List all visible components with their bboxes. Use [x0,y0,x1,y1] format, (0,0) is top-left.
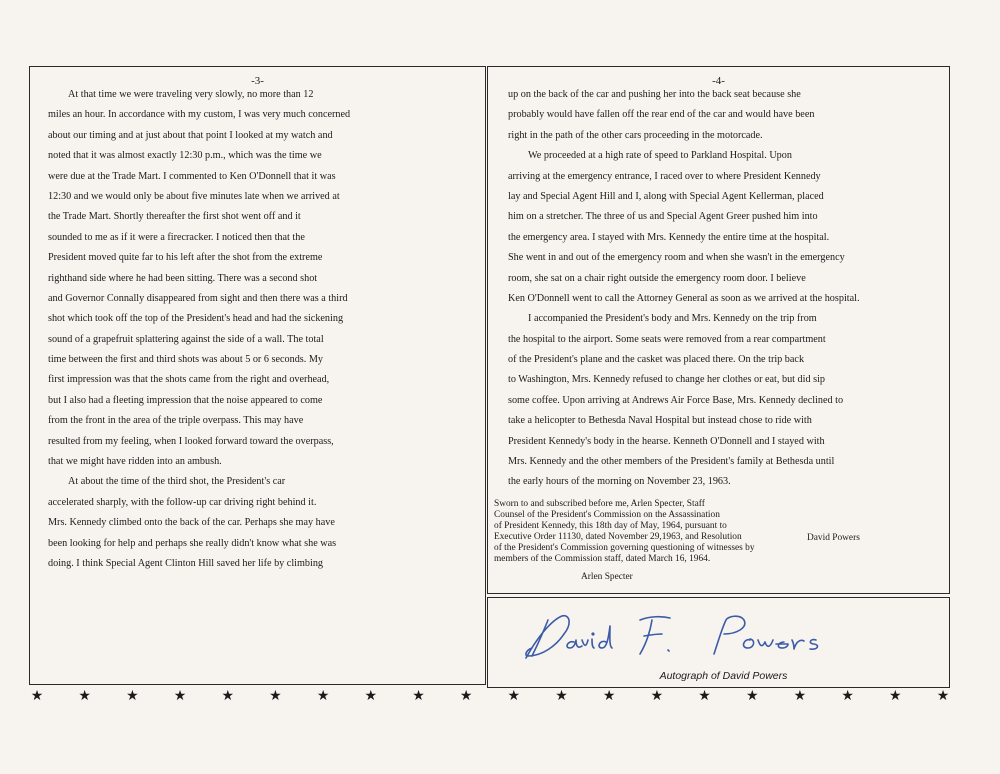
text-line: resulted from my feeling, when I looked forward toward the overpass, [48,435,334,447]
star-icon: ★ [936,689,950,704]
text-line: At that time we were traveling very slowly, no more than 12 [68,89,314,100]
text-line: probably would have fallen off the rear end of the car and would have been [508,109,815,121]
star-icon: ★ [602,689,616,704]
text-line: sound of a grapefruit splattering against the side of a wall. The total [48,333,324,345]
star-icon: ★ [555,689,568,704]
star-icon: ★ [745,689,759,704]
text-line: Ken O'Donnell went to call the Attorney General as soon as we arrived at the hospital. [508,292,860,304]
page-4-text [508,85,860,493]
text-line: She went in and out of the emergency room and when she wasn't in the emergency [508,252,845,264]
text-line: Mrs. Kennedy climbed onto the back of the car. Perhaps she may have [48,517,335,529]
text-line: up on the back of the car and pushing her into the back seat because she [508,89,801,100]
page-number: -3- [251,75,264,87]
text-line: the early hours of the morning on November 23, 1963. [508,476,731,488]
star-icon: ★ [459,689,473,704]
star-icon: ★ [889,689,902,704]
text-line: sounded to me as if it were a firecracker. I noticed then that the [48,231,305,243]
oath-line: Counsel of the President's Commission on the Assassination [494,510,720,520]
oath-line: of the President's Commission governing questioning of witnesses by [494,543,755,553]
text-line: take a helicopter to Bethesda Naval Hospital but instead chose to ride with [508,415,812,427]
text-line: room, she sat on a chair right outside the emergency room door. I believe [508,272,806,284]
star-icon: ★ [841,689,854,704]
text-line: about our timing and at just about that point I looked at my watch and [48,129,333,141]
text-line: the emergency area. I stayed with Mrs. Kennedy the entire time at the hospital. [508,231,830,243]
star-icon: ★ [412,689,425,704]
text-line: of the President's plane and the casket was placed there. On the trip back [508,354,805,366]
text-line: Mrs. Kennedy and the other members of the President's family at Bethesda until [508,456,835,468]
text-line: that we might have ridden into an ambush. [48,456,222,468]
oath-line: members of the Commission staff, dated March 16, 1964. [494,554,711,564]
text-line: been looking for help and perhaps she really didn't know what she was [48,537,337,549]
text-line: President Kennedy's body in the hearse. Kenneth O'Donnell and I stayed with [508,435,825,447]
text-line: We proceeded at a high rate of speed to Parkland Hospital. Upon [528,150,792,162]
text-line: shot which took off the top of the President's head and had the sickening [48,313,344,325]
text-line: from the front in the area of the triple overpass. This may have [48,415,304,427]
autograph-panel [487,597,950,688]
star-icon: ★ [30,689,44,704]
star-icon: ★ [126,689,139,704]
star-icon: ★ [650,689,664,704]
star-icon: ★ [698,689,711,704]
text-line: 12:30 and we would only be about five minutes late when we arrived at [48,190,340,202]
autograph-caption: Autograph of David Powers [659,670,788,682]
officer-name: Arlen Specter [581,572,633,582]
text-line: accelerated sharply, with the follow-up car driving right behind it. [48,496,317,508]
text-line: to Washington, Mrs. Kennedy refused to change her clothes or eat, but did sip [508,374,825,386]
text-line: time between the first and third shots was about 5 or 6 seconds. My [48,354,324,366]
oath-line: of President Kennedy, this 18th day of May, 1964, pursuant to [494,521,727,531]
page-number: -4- [712,75,725,87]
oath-statement [494,499,755,565]
text-line: arriving at the emergency entrance, I raced over to where President Kennedy [508,170,821,182]
handwritten-signature [518,606,838,666]
text-line: were due at the Trade Mart. I commented to Ken O'Donnell that it was [48,170,336,182]
text-line: President moved quite far to his left after the shot from the extreme [48,252,323,264]
text-line: doing. I think Special Agent Clinton Hill saved her life by climbing [48,557,324,569]
text-line: miles an hour. In accordance with my custom, I was very much concerned [48,109,351,121]
text-line: first impression was that the shots came from the right and overhead, [48,374,330,386]
witness-name: David Powers [807,533,860,543]
star-border [30,690,950,708]
oath-line: Sworn to and subscribed before me, Arlen Specter, Staff [494,499,705,509]
star-icon: ★ [173,689,187,704]
text-line: and Governor Connally disappeared from sight and then there was a third [48,292,348,304]
oath-line: Executive Order 11130, dated November 29,1963, and Resolution [494,532,742,542]
text-line: right in the path of the other cars proceeding in the motorcade. [508,129,763,141]
star-icon: ★ [507,689,521,704]
text-line: some coffee. Upon arriving at Andrews Air Force Base, Mrs. Kennedy declined to [508,394,844,406]
text-line: the Trade Mart. Shortly thereafter the first shot went off and it [48,211,301,223]
text-line: righthand side where he had been sitting. There was a second shot [48,272,318,284]
text-line: him on a stretcher. The three of us and Special Agent Greer pushed him into [508,211,818,223]
star-icon: ★ [316,689,330,704]
text-line: I accompanied the President's body and Mrs. Kennedy on the trip from [528,313,817,325]
star-icon: ★ [221,689,235,704]
text-line: the hospital to the airport. Some seats were removed from a rear compartment [508,333,826,345]
text-line: but I also had a fleeting impression that the noise appeared to come [48,394,323,406]
star-icon: ★ [364,689,378,704]
text-line: noted that it was almost exactly 12:30 p.m., which was the time we [48,150,322,162]
star-icon: ★ [78,689,91,704]
text-line: At about the time of the third shot, the President's car [68,476,286,488]
page-4-panel [487,66,950,594]
star-icon: ★ [269,689,282,704]
text-line: lay and Special Agent Hill and I, along with Special Agent Kellerman, placed [508,190,824,202]
page-3-panel [29,66,486,685]
star-icon: ★ [793,689,807,704]
page-3-text [48,85,350,574]
